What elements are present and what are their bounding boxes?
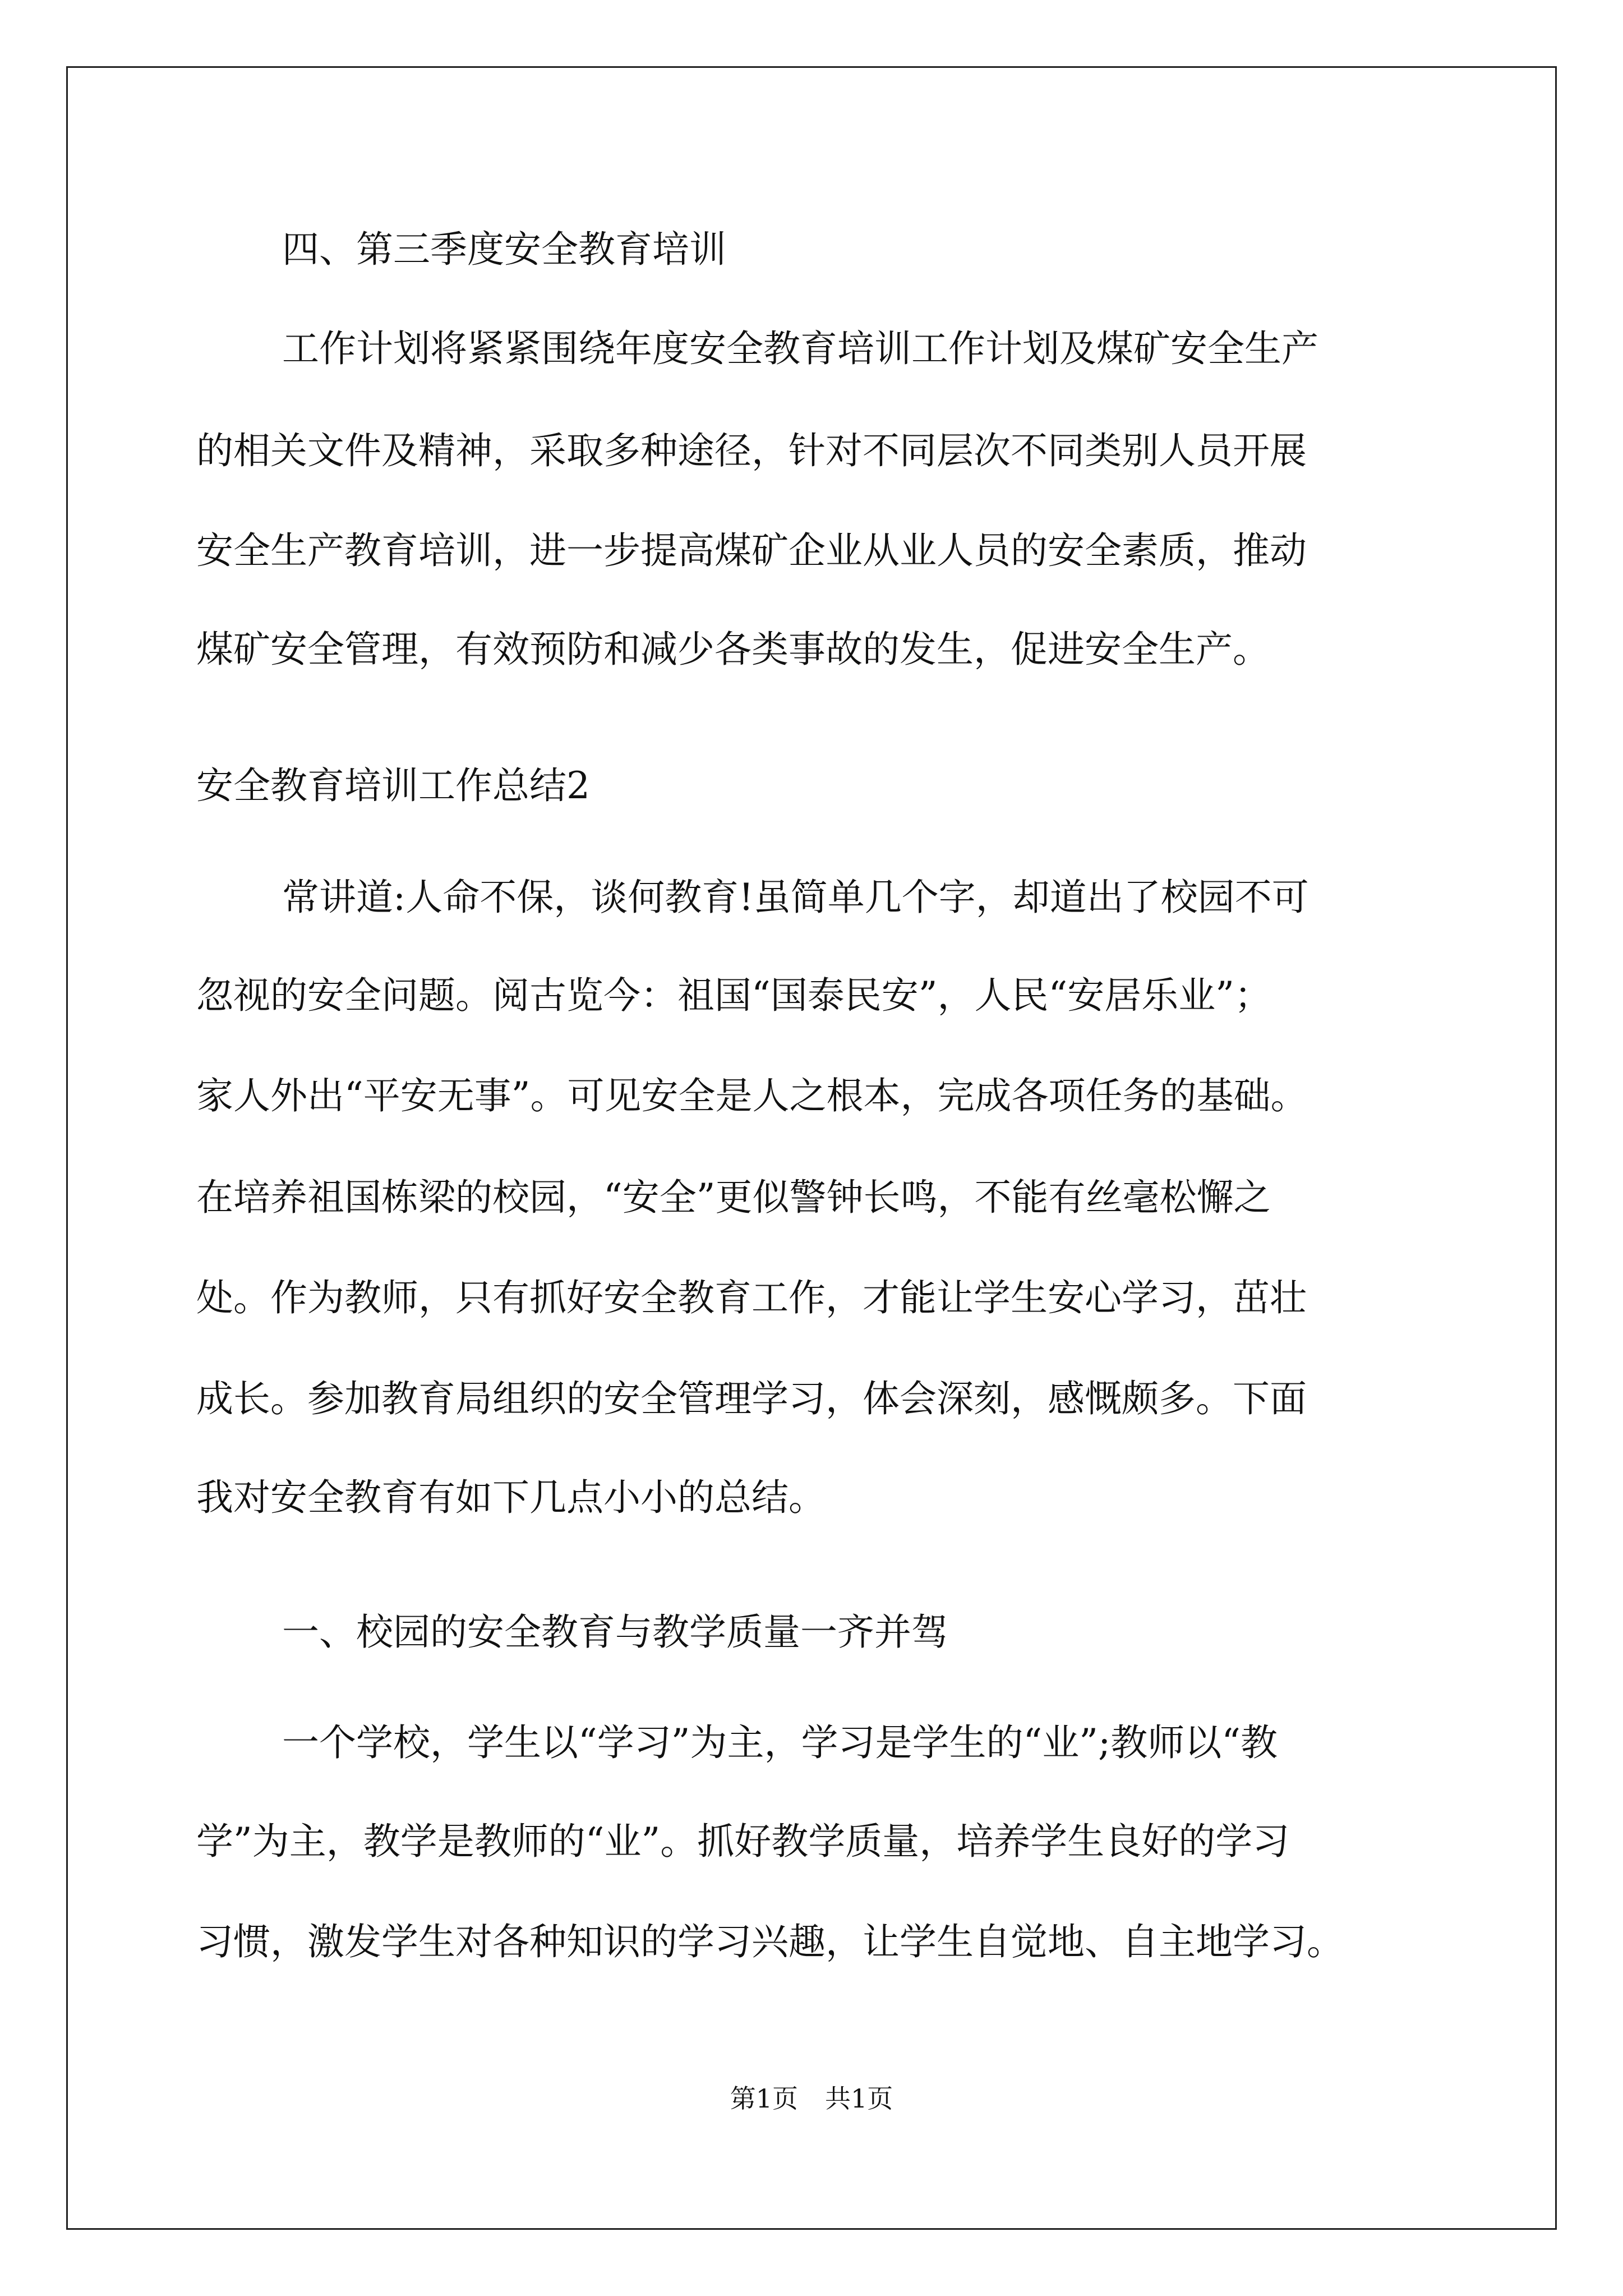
- paragraph-line: 安全生产教育培训，进一步提高煤矿企业从业人员的安全素质，推动: [196, 529, 1307, 572]
- paragraph-line: 的相关文件及精神，采取多种途径，针对不同层次不同类别人员开展: [196, 429, 1307, 472]
- page-total: 共1页: [825, 2083, 893, 2114]
- paragraph-line: 一个学校，学生以“学习”为主，学习是学生的“业”;教师以“教: [282, 1721, 1278, 1764]
- paragraph-line: 家人外出“平安无事”。可见安全是人之根本，完成各项任务的基础。: [196, 1074, 1308, 1117]
- paragraph-line: 常讲道:人命不保，谈何教育!虽简单几个字，却道出了校园不可: [282, 876, 1309, 919]
- paragraph-line: 成长。参加教育局组织的安全管理学习，体会深刻，感慨颇多。下面: [196, 1377, 1307, 1420]
- paragraph-line: 处。作为教师，只有抓好安全教育工作，才能让学生安心学习，茁壮: [196, 1276, 1307, 1319]
- section-heading-one: 一、校园的安全教育与教学质量一齐并驾: [282, 1611, 948, 1654]
- page-border: [66, 66, 1557, 2230]
- page-number: 第1页: [730, 2083, 798, 2114]
- paragraph-line: 忽视的安全问题。阅古览今：祖国“国泰民安”，人民“安居乐业”；: [196, 974, 1271, 1017]
- paragraph-line: 工作计划将紧紧围绕年度安全教育培训工作计划及煤矿安全生产: [282, 327, 1318, 370]
- section-heading-q3: 四、第三季度安全教育培训: [282, 228, 726, 271]
- paragraph-line: 习惯，激发学生对各种知识的学习兴趣，让学生自觉地、自主地学习。: [196, 1920, 1344, 1963]
- paragraph-line: 在培养祖国栋梁的校园，“安全”更似警钟长鸣，不能有丝毫松懈之: [196, 1176, 1271, 1219]
- paragraph-line: 学”为主，教学是教师的“业”。抓好教学质量，培养学生良好的学习: [196, 1820, 1290, 1863]
- document-title: 安全教育培训工作总结2: [196, 764, 590, 807]
- paragraph-line: 煤矿安全管理，有效预防和减少各类事故的发生，促进安全生产。: [196, 628, 1270, 671]
- paragraph-line: 我对安全教育有如下几点小小的总结。: [196, 1476, 826, 1519]
- page-footer: [0, 2083, 1623, 2114]
